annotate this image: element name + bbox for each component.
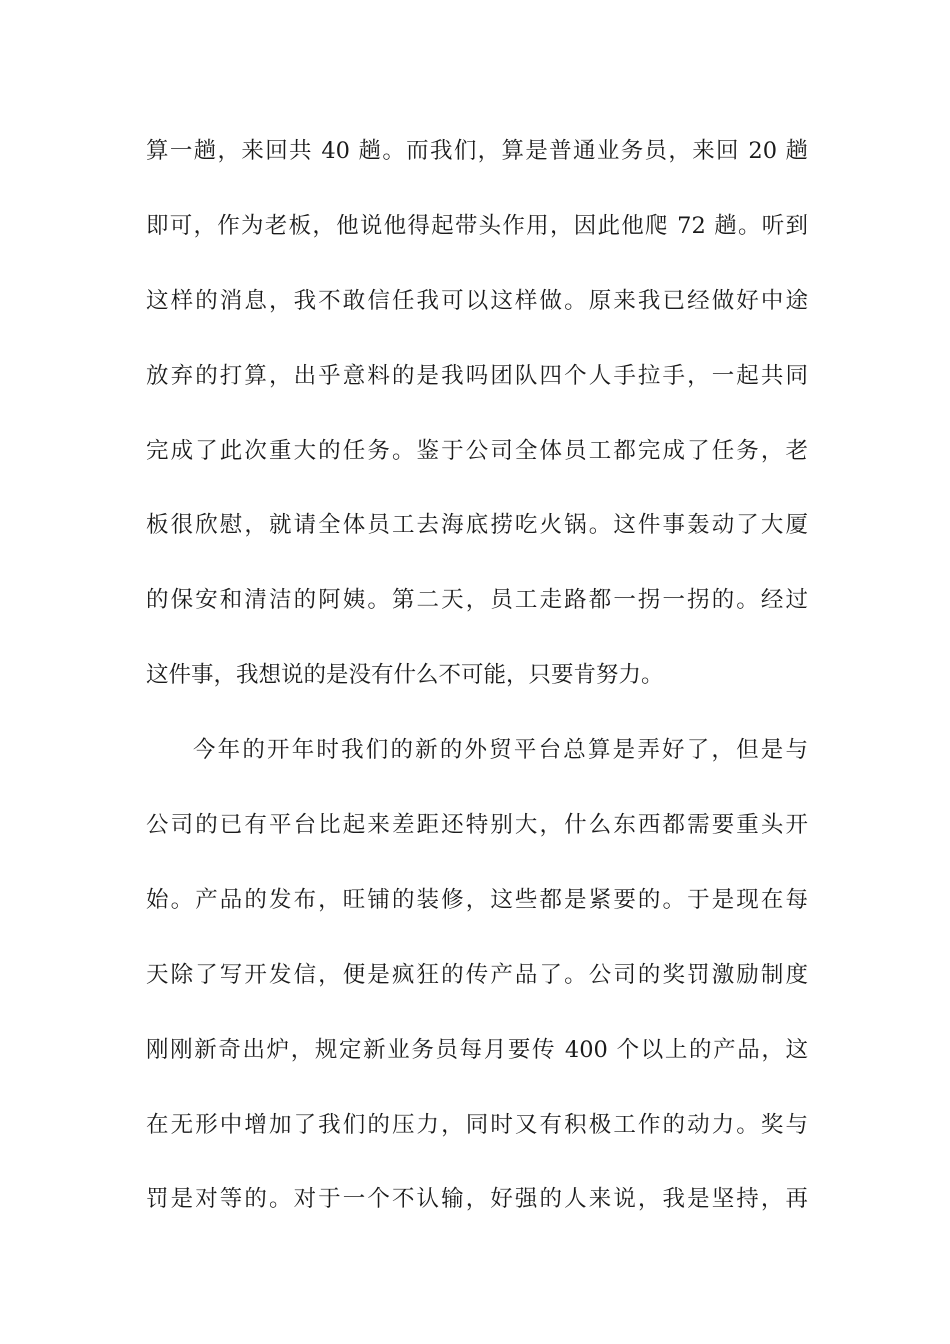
paragraph-1-line-1: 算一趟，来回共 40 趟。而我们，算是普通业务员，来回 20 趟 bbox=[146, 138, 808, 164]
paragraph-1-line-3: 这样的消息，我不敢信任我可以这样做。原来我已经做好中途 bbox=[146, 287, 808, 314]
paragraph-2-line-5: 刚刚新奇出炉，规定新业务员每月要传 400 个以上的产品，这 bbox=[146, 1036, 808, 1063]
paragraph-2-line-7: 罚是对等的。对于一个不认输，好强的人来说，我是坚持，再 bbox=[146, 1186, 808, 1213]
paragraph-2-line-4: 天除了写开发信，便是疯狂的传产品了。公司的奖罚激励制度 bbox=[146, 961, 808, 988]
paragraph-1-line-8: 这件事，我想说的是没有什么不可能，只要肯努力。 bbox=[146, 662, 664, 689]
paragraph-1-line-2: 即可，作为老板，他说他得起带头作用，因此他爬 72 趟。听到 bbox=[146, 212, 808, 239]
paragraph-2-line-6: 在无形中增加了我们的压力，同时又有积极工作的动力。奖与 bbox=[146, 1111, 808, 1138]
paragraph-2-line-3: 始。产品的发布，旺铺的装修，这些都是紧要的。于是现在每 bbox=[146, 886, 808, 913]
paragraph-1-line-4: 放弃的打算，出乎意料的是我吗团队四个人手拉手，一起共同 bbox=[146, 362, 808, 389]
paragraph-1-line-5: 完成了此次重大的任务。鉴于公司全体员工都完成了任务，老 bbox=[146, 437, 808, 464]
body-text bbox=[146, 131, 808, 1254]
paragraph-1-line-7: 的保安和清洁的阿姨。第二天，员工走路都一拐一拐的。经过 bbox=[146, 587, 808, 614]
paragraph-1-line-6: 板很欣慰，就请全体员工去海底捞吃火锅。这件事轰动了大厦 bbox=[146, 512, 808, 539]
paragraph-2-line-1: 今年的开年时我们的新的外贸平台总算是弄好了，但是与 bbox=[193, 737, 808, 764]
paragraph-2-line-2: 公司的已有平台比起来差距还特别大，什么东西都需要重头开 bbox=[146, 812, 808, 839]
